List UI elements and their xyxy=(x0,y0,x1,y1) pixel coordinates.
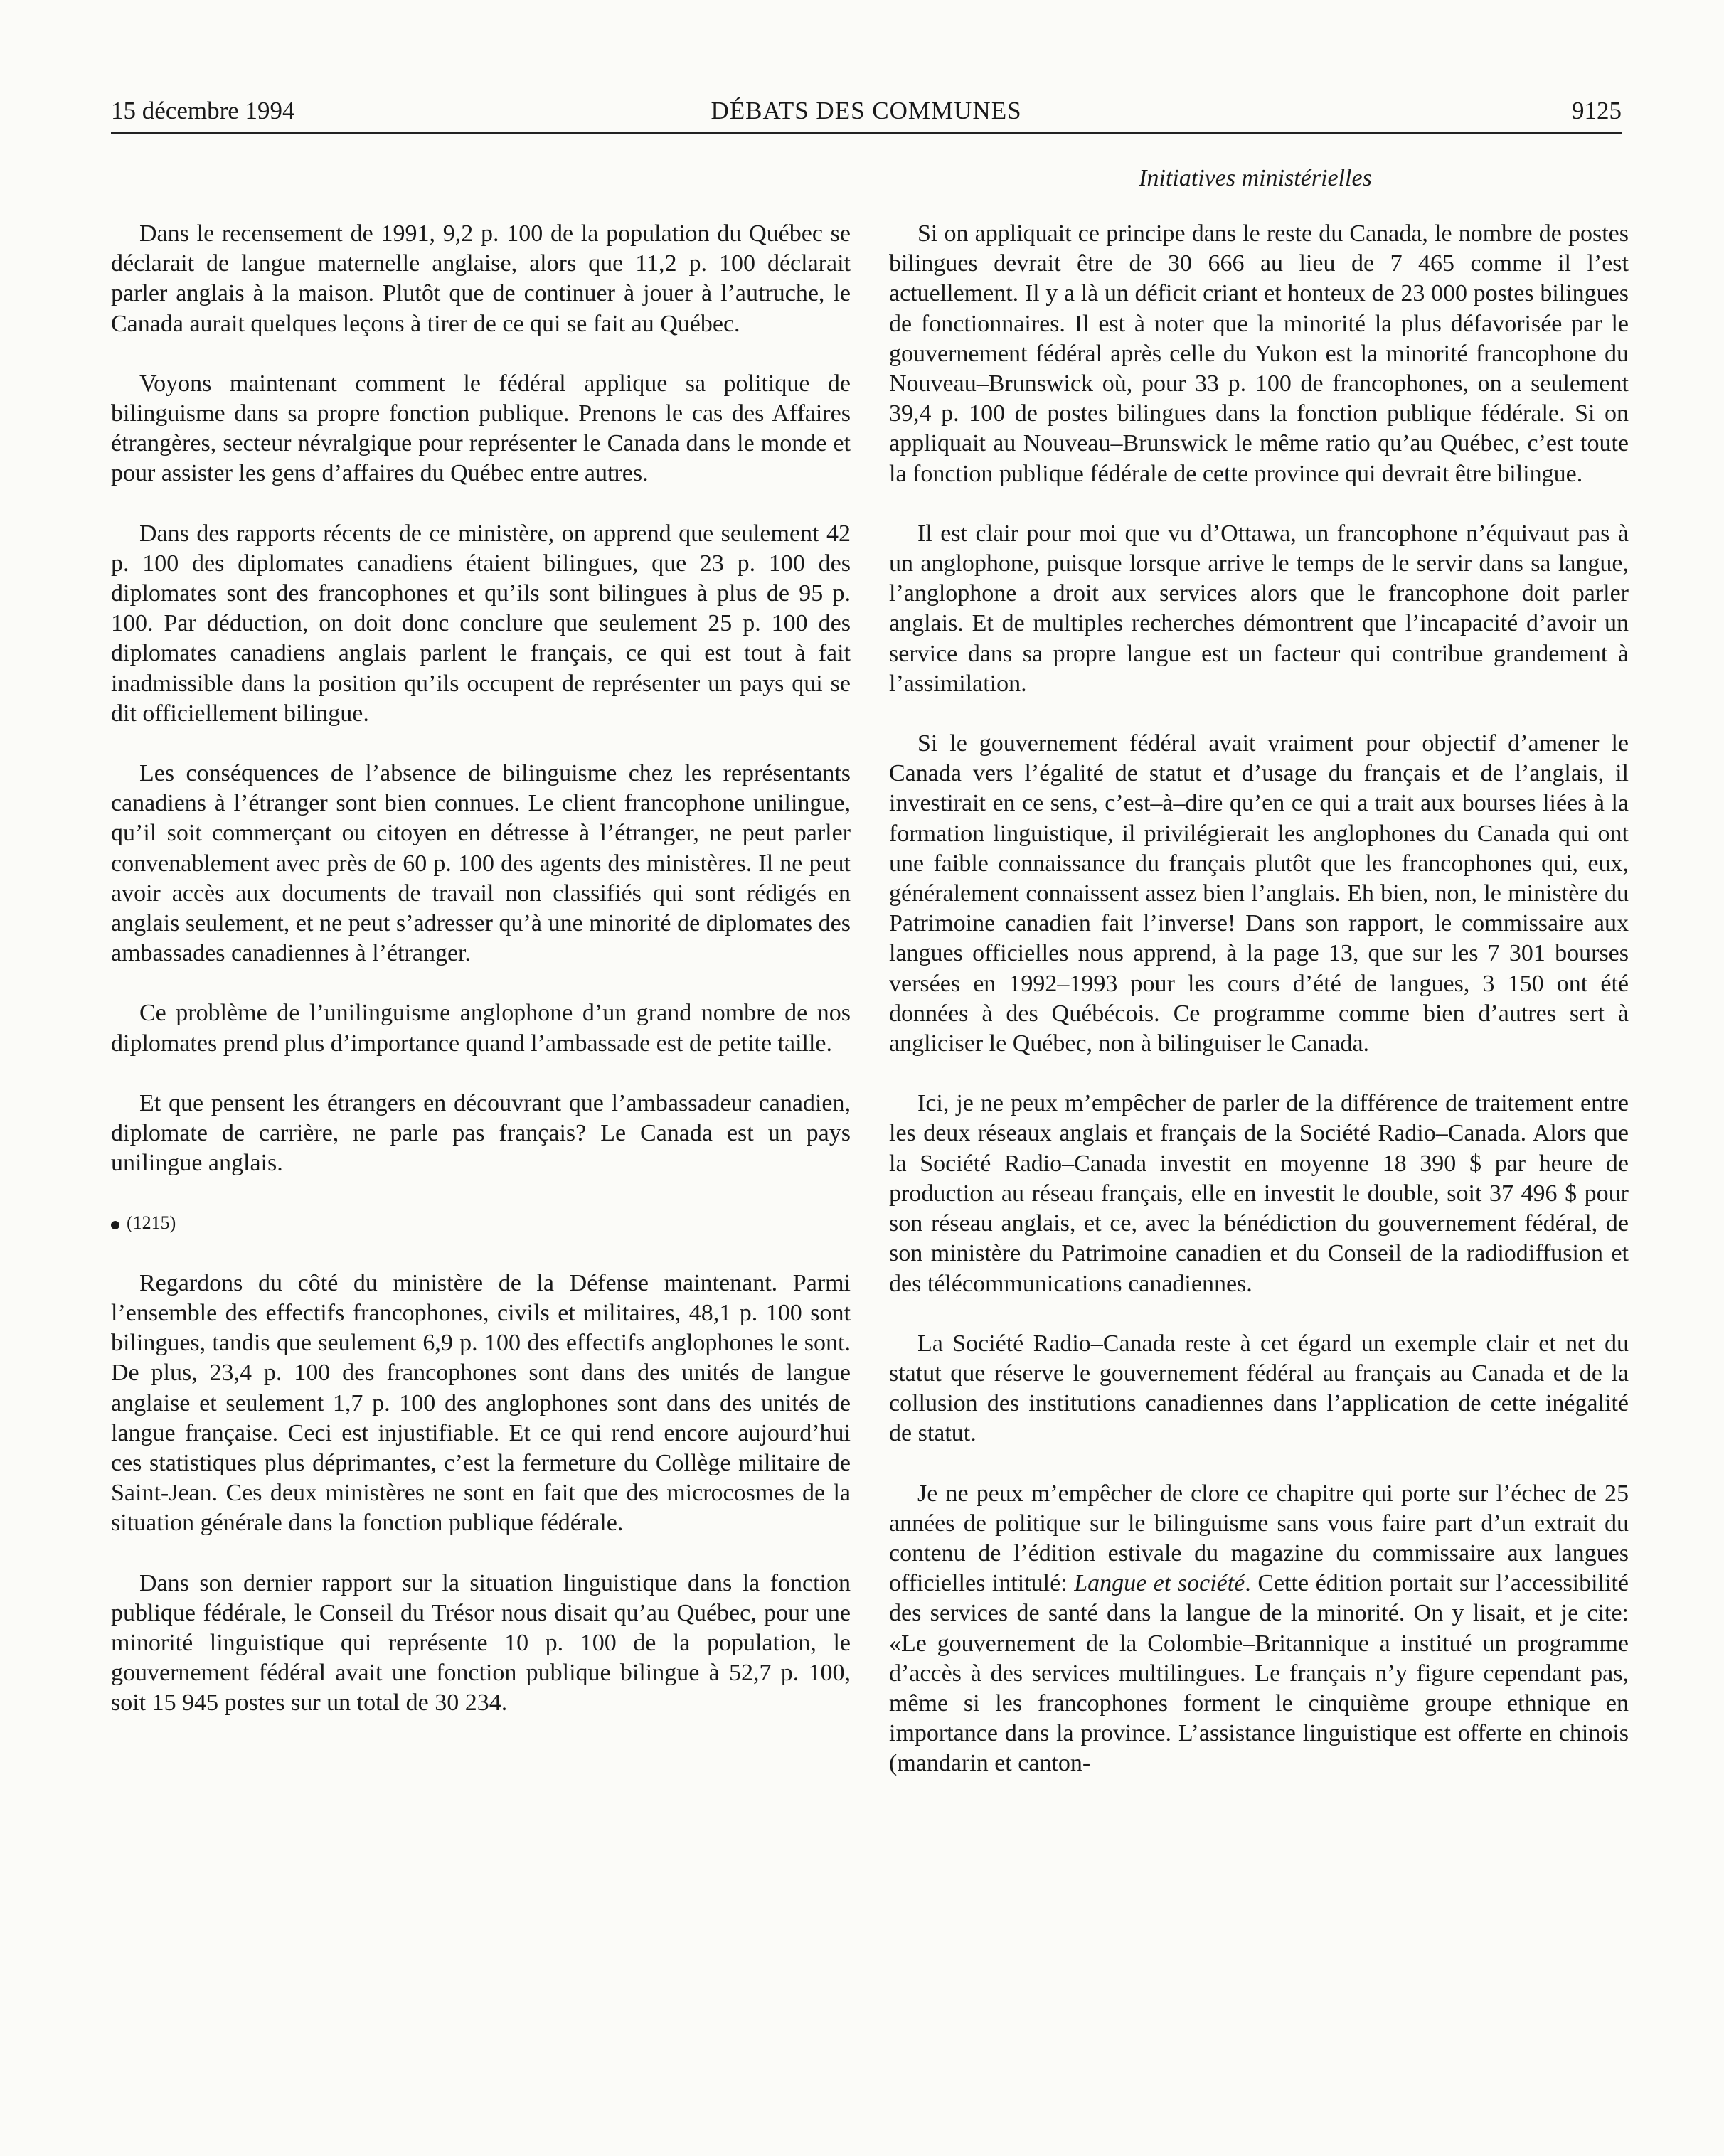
paragraph: Ici, je ne peux m’empêcher de parler de la différence de traitement entre les deux réseaux anglais et français de la Société Radio–Canada. Alors que la Société Radio–Canada investit en moyenne 18 390 $ par heure de production au réseau français, elle en investit le double, soit 37 496 $ pour son réseau anglais, et ce, avec la bénédiction du gouvernement fédéral, de son ministère du Patrimoine canadien et du Conseil de la radiodiffusion et des télécommunications canadiennes. xyxy=(889,1090,1629,1297)
left-column xyxy=(111,219,851,1749)
bullet-icon xyxy=(111,1221,119,1229)
paragraph: Dans des rapports récents de ce ministère, on apprend que seulement 42 p. 100 des diplomates canadiens étaient bilingues, que 23 p. 100 des diplomates sont des francophones et qu’ils sont bilingues à plus de 95 p. 100. Par déduction, on doit donc conclure que seulement 25 p. 100 des diplomates canadiens anglais parlent le français, ce qui est tout à fait inadmissible dans la position qu’ils occupent de représenter un pays qui se dit officiellement bilingue. xyxy=(111,520,851,727)
paragraph: Voyons maintenant comment le fédéral applique sa politique de bilinguisme dans sa propre fonction publique. Prenons le cas des Affaires étrangères, secteur névralgique pour représenter le Canada dans le monde et pour assister les gens d’affaires du Québec entre autres. xyxy=(111,370,851,487)
header-title: DÉBATS DES COMMUNES xyxy=(711,97,1022,124)
paragraph: Il est clair pour moi que vu d’Ottawa, un francophone n’équivaut pas à un anglophone, puisque lorsque arrive le temps de le servir dans sa langue, l’anglophone a droit aux services alors que le francophone doit parler anglais. Et de multiples recherches démontrent que l’incapacité d’avoir un service dans sa propre langue est un facteur qui contribue grandement à l’assimilation. xyxy=(889,520,1629,697)
time-marker-label: (1215) xyxy=(127,1212,176,1234)
paragraph xyxy=(889,1479,1629,1779)
paragraph-text: . Cette édition portait sur l’accessibilité des services de santé dans la langue de la minorité. On y lisait, et je cite: «Le gouvernement de la Colombie–Britannique a institué un programme d’accès à des services multilingues. Le français n’y figure cependant pas, même si les francophones forment le cinquième groupe ethnique en importance dans la province. L’assistance linguistique est offerte en chinois (mandarin et canton- xyxy=(889,1570,1629,1777)
paragraph: Si on appliquait ce principe dans le reste du Canada, le nombre de postes bilingues devrait être de 30 666 au lieu de 7 465 comme il l’est actuellement. Il y a là un déficit criant et honteux de 23 000 postes bilingues de fonctionnaires. Il est à noter que la minorité la plus défavorisée par le gouvernement fédéral après celle du Yukon est la minorité francophone du Nouveau–Brunswick où, pour 33 p. 100 de francophones, on a seulement 39,4 p. 100 de postes bilingues dans la fonction publique fédérale. Si on appliquait au Nouveau–Brunswick le même ratio qu’au Québec, c’est toute la fonction publique fédérale de cette province qui devrait être bilingue. xyxy=(889,220,1629,487)
paragraph: Si le gouvernement fédéral avait vraiment pour objectif d’amener le Canada vers l’égalité de statut et d’usage du français et de l’anglais, il investirait en ce sens, c’est–à–dire qu’en ce qui a trait aux bourses liées à la formation linguistique, il privilégierait les anglophones du Canada qui ont une faible connaissance du français plutôt que les francophones qui, eux, généralement connaissent assez bien l’anglais. Eh bien, non, le ministère du Patrimoine canadien fait l’inverse! Dans son rapport, le commissaire aux langues officielles nous apprend, à la page 13, que sur les 7 301 bourses versées en 1992–1993 pour les cours d’été de langues, 3 150 ont été données à des Québécois. Ce programme comme bien d’autres sert à angliciser le Québec, non à bilinguiser le Canada. xyxy=(889,730,1629,1057)
paragraph-text: Je ne peux m’empêcher de clore ce chapitre qui porte sur l’échec de 25 années de politique sur le bilinguisme sans vous faire part d’un extrait du contenu de l’édition estivale du magazine du commissaire aux langues officielles intitulé: xyxy=(889,1480,1629,1597)
paragraph: Dans le recensement de 1991, 9,2 p. 100 de la population du Québec se déclarait de langue maternelle anglaise, alors que 11,2 p. 100 déclarait parler anglais à la maison. Plutôt que de continuer à jouer à l’autruche, le Canada aurait quelques leçons à tirer de ce qui se fait au Québec. xyxy=(111,220,851,337)
paragraph: Et que pensent les étrangers en découvrant que l’ambassadeur canadien, diplomate de carrière, ne parle pas français? Le Canada est un pays unilingue anglais. xyxy=(111,1089,851,1177)
paragraph: Dans son dernier rapport sur la situation linguistique dans la fonction publique fédérale, le Conseil du Trésor nous disait qu’au Québec, pour une minorité linguistique qui représente 10 p. 100 de la population, le gouvernement fédéral avait une fonction publique bilingue à 52,7 p. 100, soit 15 945 postes sur un total de 30 234. xyxy=(111,1569,851,1717)
section-rubric: Initiatives ministérielles xyxy=(1139,165,1372,191)
right-column xyxy=(889,219,1629,1809)
header-page-number: 9125 xyxy=(1572,97,1622,124)
paragraph: Ce problème de l’unilinguisme anglophone d’un grand nombre de nos diplomates prend plus d’importance quand l’ambassade est de petite taille. xyxy=(111,1000,851,1057)
paragraph: Les conséquences de l’absence de bilinguisme chez les représentants canadiens à l’étranger sont bien connues. Le client francophone unilingue, qu’il soit commerçant ou citoyen en détresse à l’étranger, ne peut parler convenablement avec près de 60 p. 100 des agents des ministères. Il ne peut avoir accès aux documents de travail non classifiés qui sont rédigés en anglais seulement, et ne peut s’adresser qu’à une minorité de diplomates des ambassades canadiennes à l’étranger. xyxy=(111,760,851,967)
publication-title: Langue et société xyxy=(1074,1570,1245,1597)
paragraph: Regardons du côté du ministère de la Défense maintenant. Parmi l’ensemble des effectifs francophones, civils et militaires, 48,1 p. 100 sont bilingues, tandis que seulement 6,9 p. 100 des effectifs anglophones le sont. De plus, 23,4 p. 100 des francophones sont dans des unités de langue anglaise et seulement 1,7 p. 100 des anglophones sont dans des unités de langue française. Ceci est injustifiable. Et ce qui rend encore aujourd’hui ces statistiques plus déprimantes, c’est la fermeture du Collège militaire de Saint-Jean. Ces deux ministères ne sont en fait que des microcosmes de la situation générale dans la fonction publique fédérale. xyxy=(111,1269,851,1537)
time-marker xyxy=(111,1208,851,1238)
paragraph: La Société Radio–Canada reste à cet égard un exemple clair et net du statut que réserve le gouvernement fédéral au français au Canada et de la collusion des institutions canadiennes dans l’application de cette inégalité de statut. xyxy=(889,1330,1629,1447)
header-date: 15 décembre 1994 xyxy=(111,97,295,124)
page-header xyxy=(111,85,1622,134)
